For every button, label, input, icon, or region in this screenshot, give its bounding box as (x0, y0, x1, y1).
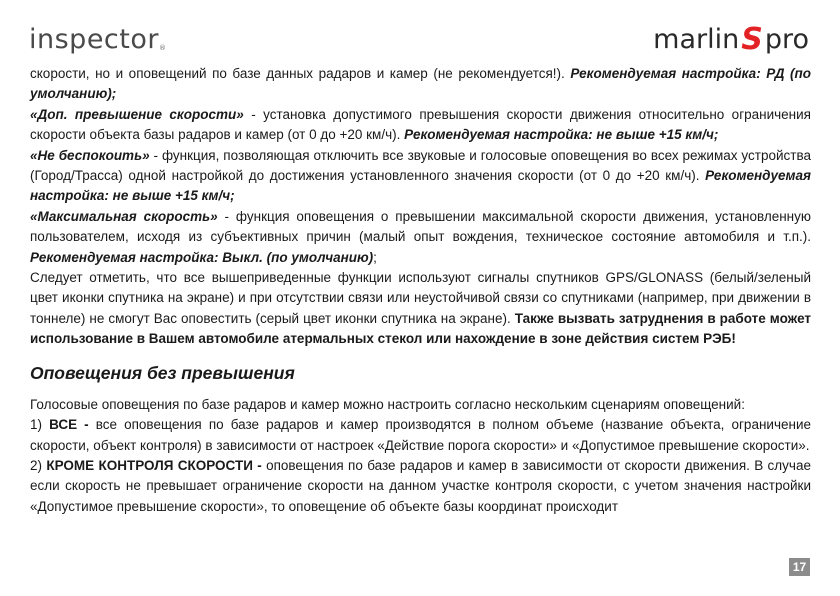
p7-term: ВСЕ - (49, 417, 89, 433)
p2-text: - установка допустимого превышения скорости движения относительно ограничения скорости объекта базы радаров и камер (от 0 до +20 км/ч). (30, 106, 811, 143)
p8-term: КРОМЕ КОНТРОЛЯ СКОРОСТИ - (46, 457, 262, 473)
p2-recommendation: Рекомендуемая настройка: не выше +15 км/ч; (404, 127, 719, 143)
section-title: Оповещения без превышения (30, 362, 295, 383)
marlin-s-pro-logo (653, 22, 809, 57)
brand-right-part-a: marlin (653, 24, 740, 55)
paragraph-scenario-all (30, 415, 811, 456)
p6-text: Голосовые оповещения по базе радаров и камер можно настроить согласно нескольким сценариям оповещений: (30, 396, 745, 412)
p3-text: - функция, позволяющая отключить все звуковые и голосовые оповещения во всех режимах устройства (Город/Трасса) одной настройкой до достижения установленного значения скорости (от 0 до +20 км/ч). (30, 147, 811, 184)
inspector-logo (29, 24, 166, 55)
paragraph-max-speed (30, 207, 811, 268)
p5-text: Следует отметить, что все вышеприведенные функции используют сигналы спутников GPS/GLONASS (белый/зеленый цвет иконки спутника на экране) и при отсутствии связи или неустойчивой связи со спутниками (например, при движении в тоннеле) не смогут Вас оповестить (серый цвет иконки спутника на экране). (30, 270, 811, 326)
p1-recommendation: Рекомендуемая настройка: РД (по умолчанию); (30, 66, 811, 102)
registered-mark: ® (158, 44, 167, 52)
paragraph-scenario-except-speed (30, 456, 811, 517)
paragraph-do-not-disturb (30, 146, 811, 207)
p1-text: скорости, но и оповещений по базе данных радаров и камер (не рекомендуется!). (30, 66, 571, 81)
p7-text: все оповещения по базе радаров и камер производятся в полном объеме (название объекта, ограничение скорости, объект контроля) в зависимости от настроек «Действие порога скорости» и «Допустимое превышение скорости». (30, 417, 811, 453)
p7-number: 1) (30, 417, 50, 433)
p4-end: ; (373, 249, 377, 265)
p3-recommendation: Рекомендуемая настройка: не выше +15 км/ч; (30, 168, 811, 204)
paragraph-rd (30, 64, 811, 105)
page-content (30, 64, 811, 517)
p4-recommendation: Рекомендуемая настройка: Выкл. (по умолчанию) (30, 249, 374, 265)
p8-number: 2) (30, 457, 47, 473)
paragraph-scenarios-intro (30, 395, 811, 415)
brand-left-text: inspector (29, 24, 159, 55)
p8-text: оповещения по базе радаров и камер в зависимости от скорости движения. В случае если скорость не превышает ограничение скорости на данном участке контроля скорости, с учетом значения настройки «Допустимое превышение скорости», то оповещение об объекте базы координат происходит (30, 457, 811, 514)
brand-right-part-b: pro (764, 24, 809, 55)
paragraph-extra-speed (30, 105, 811, 146)
p4-text: - функция оповещения о превышении максимальной скорости движения, установленную пользователем, исходя из субъективных причин (малый опыт вождения, техническое состояние автомобиля и т.п.). (30, 208, 811, 245)
p3-term: «Не беспокоить» (30, 147, 150, 163)
paragraph-gps-note (30, 268, 811, 350)
brand-right-s-mark: S (741, 22, 763, 57)
p4-term: «Максимальная скорость» (30, 208, 218, 224)
p5-warning: Также вызвать затруднения в работе может использование в Вашем автомобиле атермальных стекол или нахождение в зоне действия систем РЭБ! (30, 310, 812, 347)
page-number-badge: 17 (789, 558, 810, 576)
p2-term: «Доп. превышение скорости» (30, 106, 244, 122)
